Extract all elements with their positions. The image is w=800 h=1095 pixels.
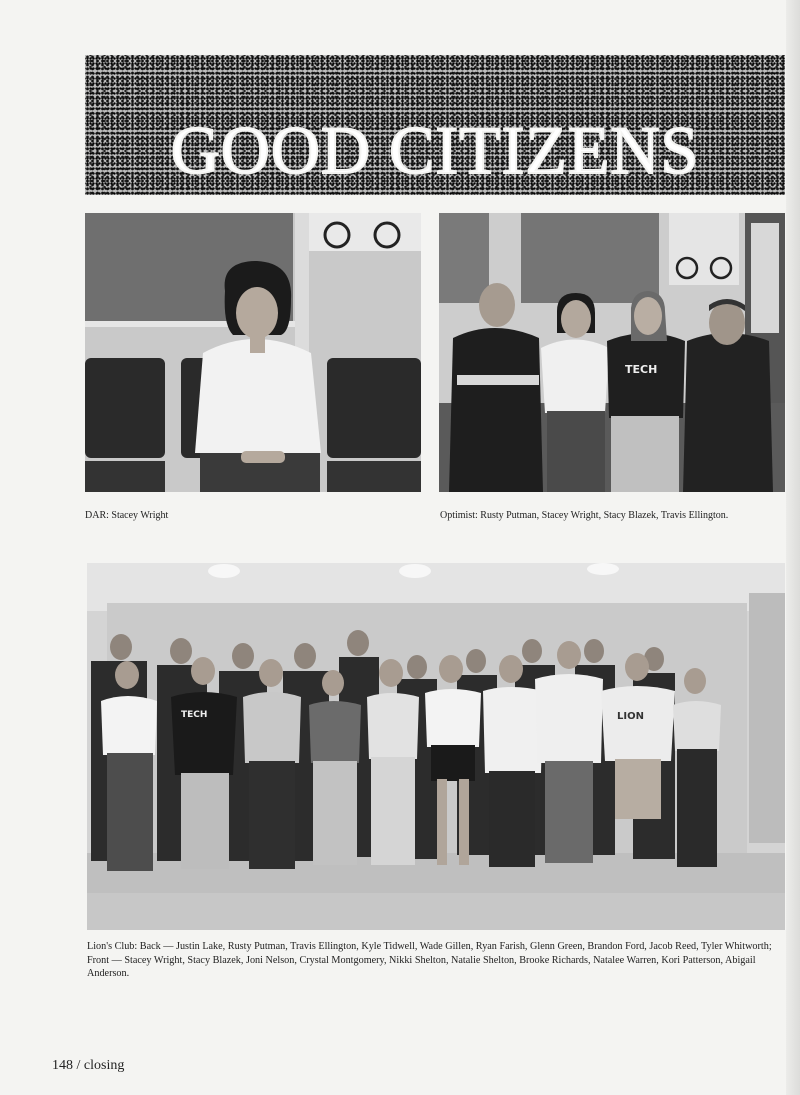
lions-club-photo-drawing [87,563,785,930]
page-title: GOOD CITIZENS [170,112,700,188]
optimist-photo-drawing [439,213,785,492]
optimist-photo [439,213,785,492]
lions-club-photo [87,563,785,930]
page-folio: 148 / closing [52,1058,125,1073]
lions-club-caption: Lion's Club: Back — Justin Lake, Rusty Putman, Travis Ellington, Kyle Tidwell, Wade Gillen, Ryan Farish, Glenn Green, Brandon Ford, Jacob Reed, Tyler Whitworth; Front — Stacey Wright, Stacy Blazek, Joni Nelson, Crystal Montgomery, Nikki Shelton, Natalie Shelton, Brooke Richards, Natalee Warren, Kori Patterson, Abigail Anderson. [87,941,772,979]
optimist-caption: Optimist: Rusty Putman, Stacey Wright, Stacy Blazek, Travis Ellington. [440,510,729,521]
dar-photo [85,213,421,492]
lions-tech-shirt-label: TECH [181,710,208,720]
lion-shirt-label: LION [617,711,644,722]
page-edge-shadow [786,0,800,1095]
tech-shirt-label: TECH [625,363,658,376]
title-banner [85,55,785,195]
dar-caption: DAR: Stacey Wright [85,510,169,521]
dar-photo-drawing [85,213,421,492]
